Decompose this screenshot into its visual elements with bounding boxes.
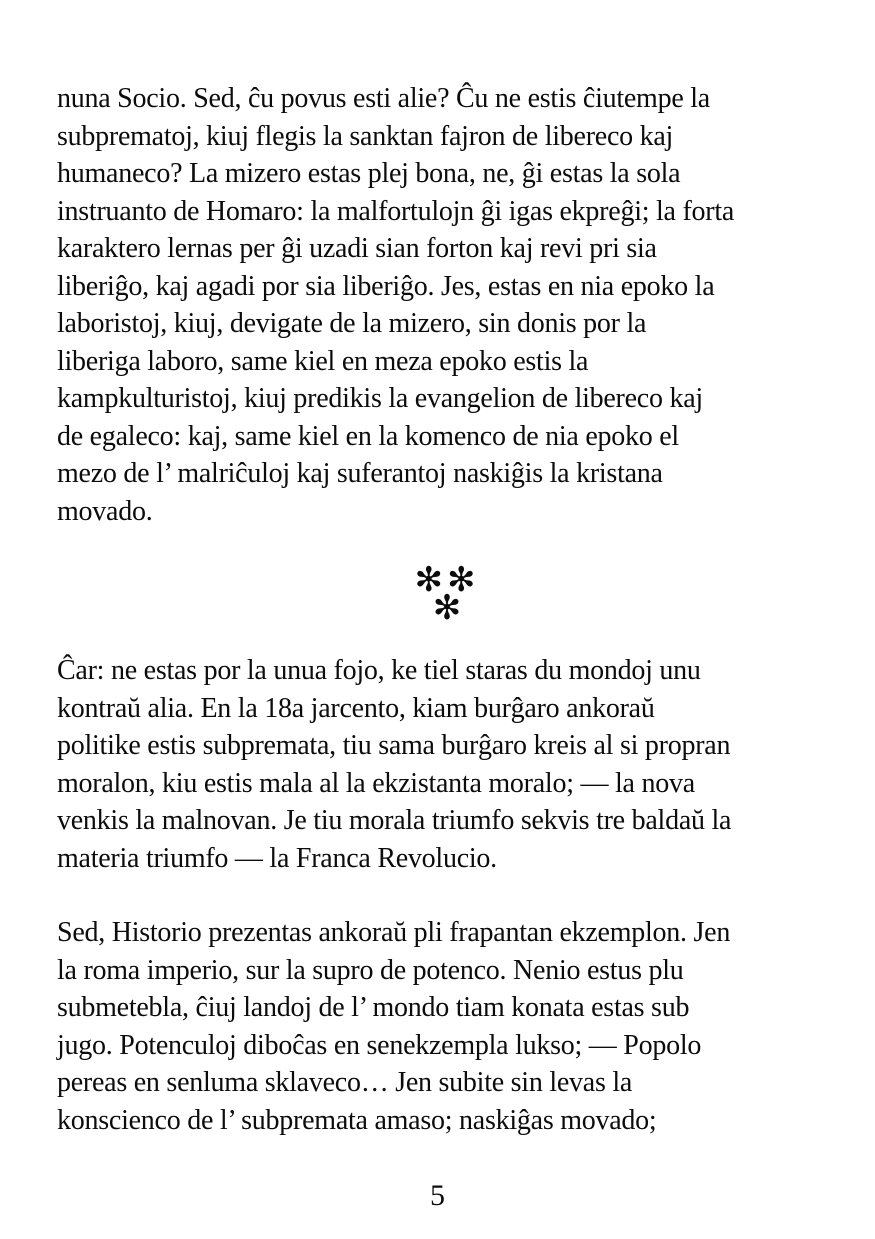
text-line: nuna Socio. Sed, ĉu povus esti alie? Ĉu ne estis ĉiutempe la [57, 83, 710, 114]
text-line: movado. [57, 495, 153, 527]
text-line: karaktero lernas per ĝi uzadi sian forton kaj revi pri sia [57, 233, 657, 264]
text-line: konscienco de l’ subpremata amaso; naskiĝas movado; [57, 1104, 657, 1136]
text-line: mezo de l’ malriĉuloj kaj suferantoj naskiĝis la kristana [57, 458, 663, 489]
asterisk-row-top-icon: ✻✻ [414, 562, 480, 599]
text-line: kontraŭ alia. En la 18a jarcento, kiam burĝaro ankoraŭ [57, 692, 655, 724]
text-line: venkis la malnovan. Je tiu morala triumfo sekvis tre baldaŭ la [57, 805, 732, 836]
text-line: kampkulturistoj, kiuj predikis la evangelion de libereco kaj [57, 383, 703, 414]
text-line: politike estis subpremata, tiu sama burĝaro kreis al si propran [57, 730, 731, 761]
text-line: la roma imperio, sur la supro de potenco. Nenio estus plu [57, 954, 684, 986]
text-line: liberiĝo, kaj agadi por sia liberiĝo. Jes, estas en nia epoko la [57, 270, 715, 302]
text-line: Ĉar: ne estas por la unua fojo, ke tiel staras du mondoj unu [57, 655, 701, 686]
page-number: 5 [430, 1179, 445, 1212]
text-line: laboristoj, kiuj, devigate de la mizero, sin donis por la [57, 308, 647, 339]
paragraph-3 [57, 914, 837, 1139]
text-line: instruanto de Homaro: la malfortulojn ĝi igas ekpreĝi; la forta [57, 195, 735, 227]
text-line: liberiga laboro, same kiel en meza epoko estis la [57, 345, 589, 377]
paragraph-1 [57, 80, 837, 530]
text-line: Sed, Historio prezentas ankoraŭ pli frapantan ekzemplon. Jen [57, 917, 731, 948]
text-line: materia triumfo — la Franca Revolucio. [57, 842, 497, 874]
asterisk-row-bottom-icon: ✻ [432, 590, 462, 627]
text-line: de egaleco: kaj, same kiel en la komenco de nia epoko el [57, 420, 679, 452]
text-line: pereas en senluma sklaveco… Jen subite sin levas la [57, 1067, 633, 1098]
text-line: humaneco? La mizero estas plej bona, ne, ĝi estas la sola [57, 158, 681, 189]
paragraph-2 [57, 652, 837, 877]
text-line: moralon, kiu estis mala al la ekzistanta moralo; — la nova [57, 767, 695, 799]
text-line: submetebla, ĉiuj landoj de l’ mondo tiam konata estas sub [57, 992, 690, 1023]
page-footer [0, 1176, 875, 1216]
text-line: jugo. Potenculoj diboĉas en senekzempla lukso; — Popolo [57, 1029, 702, 1061]
text-line: subprematoj, kiuj flegis la sanktan fajron de libereco kaj [57, 120, 674, 152]
asterisk-separator [57, 562, 837, 627]
